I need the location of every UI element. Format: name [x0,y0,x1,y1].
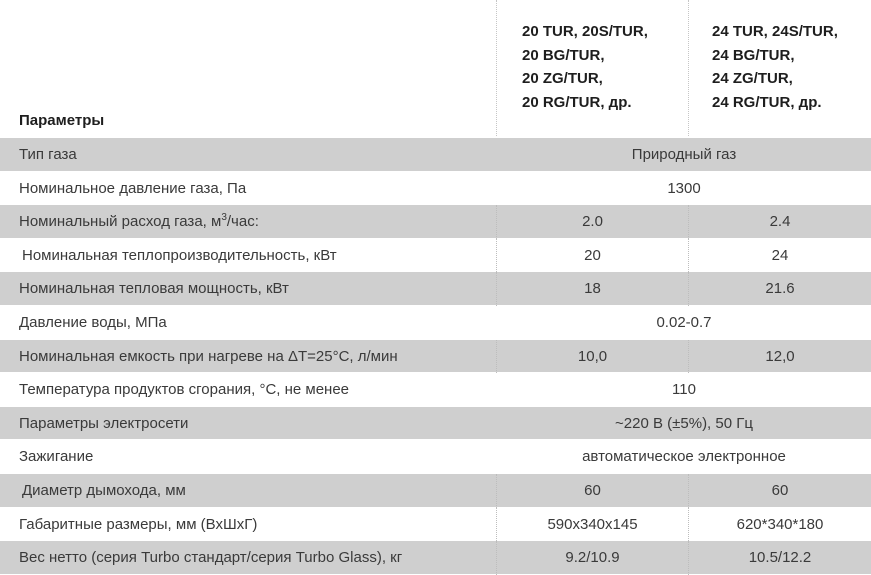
table-row [0,172,871,206]
row-value: ~220 В (±5%), 50 Гц [615,414,753,432]
row-value-20: 9.2/10.9 [565,549,620,567]
row-label: Номинальная теплопроизводительность, кВт [22,246,337,264]
header-divider-2 [688,0,689,136]
row-label: Параметры электросети [19,414,189,432]
row-value-24: 21.6 [765,280,795,298]
row-label: Диаметр дымохода, мм [22,481,186,499]
row-value-24: 620*340*180 [736,515,824,533]
spec-table [0,138,871,575]
row-value-24: 60 [771,481,789,499]
row-label: Габаритные размеры, мм (ВхШхГ) [19,515,258,533]
table-row [0,440,871,474]
row-value-20: 10,0 [577,347,608,365]
row-label-text: /час: [226,213,259,231]
table-row [0,373,871,407]
model-24-line: 24 BG/TUR, [712,46,795,64]
model-20-line: 20 ZG/TUR, [522,70,603,87]
model-column-20-header [522,20,648,114]
model-24-line: 24 RG/TUR, др. [712,93,822,111]
row-value: 110 [672,381,696,399]
row-value: автоматическое электронное [582,448,786,466]
row-label-sup: 3 [221,212,227,224]
row-value-24: 10.5/12.2 [748,549,812,567]
row-label: Вес нетто (серия Turbo стандарт/серия Turbo Glass), кг [19,549,403,567]
table-row [0,306,871,340]
row-value: 1300 [667,179,701,197]
row-value-24: 24 [771,246,789,264]
row-value-20: 2.0 [582,213,603,231]
model-20-line: 20 BG/TUR, [522,46,605,64]
row-value-20: 590x340x145 [547,515,638,533]
row-label: Температура продуктов сгорания, °C, не менее [19,381,350,399]
model-column-24-header [712,20,838,114]
row-value-24: 2.4 [769,213,791,231]
row-value-20: 18 [584,280,601,298]
row-label [19,205,259,239]
model-24-line: 24 ZG/TUR, [712,70,793,87]
table-row [0,508,871,542]
row-value: Природный газ [631,146,737,163]
model-20-line: 20 RG/TUR, др. [522,93,632,111]
header-divider-1 [496,0,497,136]
row-label: Номинальная емкость при нагреве на ΔT=25°C, л/мин [19,347,398,365]
row-label: Зажигание [19,448,94,466]
table-row [0,239,871,273]
table-row [0,541,871,575]
row-value: 0.02-0.7 [656,313,712,331]
row-label: Номинальное давление газа, Па [19,179,247,197]
row-label-text: Номинальный расход газа, м [19,213,222,231]
table-row [0,407,871,441]
row-value-24: 12,0 [765,347,795,365]
table-row [0,474,871,508]
row-label: Тип газа [19,146,77,163]
row-value-20: 20 [584,246,601,264]
model-20-line: 20 TUR, 20S/TUR, [522,23,648,40]
table-row [0,138,871,172]
table-row [0,272,871,306]
row-value-20: 60 [584,481,601,499]
model-24-line: 24 TUR, 24S/TUR, [712,23,838,40]
parameters-header: Параметры [19,112,105,129]
row-label: Давление воды, МПа [19,313,167,331]
table-row [0,205,871,239]
table-row [0,340,871,374]
row-label: Номинальная тепловая мощность, кВт [19,280,289,298]
